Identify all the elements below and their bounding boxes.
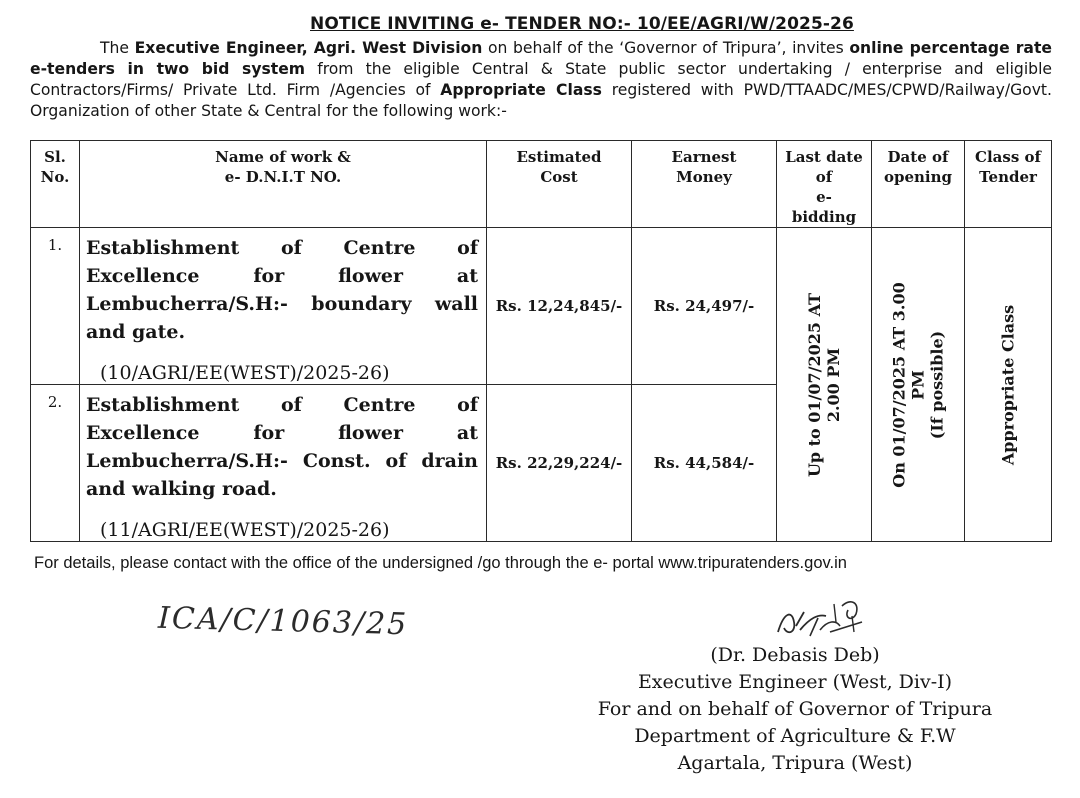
signatory-location: Agartala, Tripura (West) xyxy=(677,752,913,774)
tender-table xyxy=(30,140,1052,542)
signature-block xyxy=(560,642,1030,777)
signatory-name: (Dr. Debasis Deb) xyxy=(710,644,880,666)
intro-text-2: on behalf of the ‘Governor of Tripura’, invites xyxy=(482,39,850,57)
intro-tender-type: online percentage rate e-tenders in two bid system xyxy=(30,39,1052,78)
opening-line3: (If possible) xyxy=(927,330,947,439)
estimated-cost: Rs. 12,24,845/- xyxy=(487,228,632,385)
intro-class: Appropriate Class xyxy=(440,81,602,99)
date-of-opening xyxy=(872,228,965,542)
header-last-date: Last date of e- bidding xyxy=(777,141,872,228)
work-description: Establishment of Centre of Excellence for flower at Lembucherra/S.H:- boundary wall and gate. xyxy=(86,237,478,343)
work-description: Establishment of Centre of Excellence for flower at Lembucherra/S.H:- Const. of drain and walking road. xyxy=(86,394,478,500)
last-date-of-bidding xyxy=(777,228,872,542)
header-name-of-work: Name of work & e- D.N.I.T NO. xyxy=(80,141,487,228)
earnest-money: Rs. 24,497/- xyxy=(632,228,777,385)
last-date-line2: 2.00 PM xyxy=(824,347,843,422)
intro-text-3: from the eligible Central & State public sector undertaking / enterprise and eligible Contractors/Firms/ Private Ltd. Firm /Agencies of xyxy=(30,60,1052,99)
table-row xyxy=(31,228,1052,385)
header-date-of-opening: Date of opening xyxy=(872,141,965,228)
row-work xyxy=(80,228,487,385)
header-earnest-money: Earnest Money xyxy=(632,141,777,228)
last-date-line1: Up to 01/07/2025 AT xyxy=(805,292,824,477)
intro-text-4: registered with PWD/TTAADC/MES/CPWD/Railway/Govt. Organization of other State & Central for the following work:- xyxy=(30,81,1052,120)
dnit-number: (10/AGRI/EE(WEST)/2025-26) xyxy=(100,362,390,384)
header-sl-no: Sl. No. xyxy=(31,141,80,228)
tender-class-text: Appropriate Class xyxy=(998,304,1018,465)
intro-text-1: The xyxy=(100,39,135,57)
signatory-department: Department of Agriculture & F.W xyxy=(634,725,956,747)
row-sl-no: 2. xyxy=(31,385,80,542)
intro-issuer: Executive Engineer, Agri. West Division xyxy=(134,39,483,57)
opening-line2: PM xyxy=(908,369,928,400)
row-work xyxy=(80,385,487,542)
earnest-money: Rs. 44,584/- xyxy=(632,385,777,542)
signatory-designation: Executive Engineer (West, Div-I) xyxy=(637,671,953,693)
signature-initials-icon xyxy=(770,592,870,644)
class-of-tender xyxy=(965,228,1052,542)
estimated-cost: Rs. 22,29,224/- xyxy=(487,385,632,542)
opening-line1: On 01/07/2025 AT 3.00 xyxy=(889,281,909,488)
row-sl-no: 1. xyxy=(31,228,80,385)
header-class-of-tender: Class of Tender xyxy=(965,141,1052,228)
header-estimated-cost: Estimated Cost xyxy=(487,141,632,228)
signatory-behalf: For and on behalf of Governor of Tripura xyxy=(597,698,993,720)
notice-title: NOTICE INVITING e- TENDER NO:- 10/EE/AGRI/W/2025-26 xyxy=(310,14,854,34)
contact-line: For details, please contact with the office of the undersigned /go through the e- portal www.tripuratenders.gov.in xyxy=(34,554,847,572)
dnit-number: (11/AGRI/EE(WEST)/2025-26) xyxy=(100,519,390,541)
handwritten-reference: ICA/C/1063/25 xyxy=(157,600,409,643)
intro-paragraph xyxy=(30,38,1052,122)
